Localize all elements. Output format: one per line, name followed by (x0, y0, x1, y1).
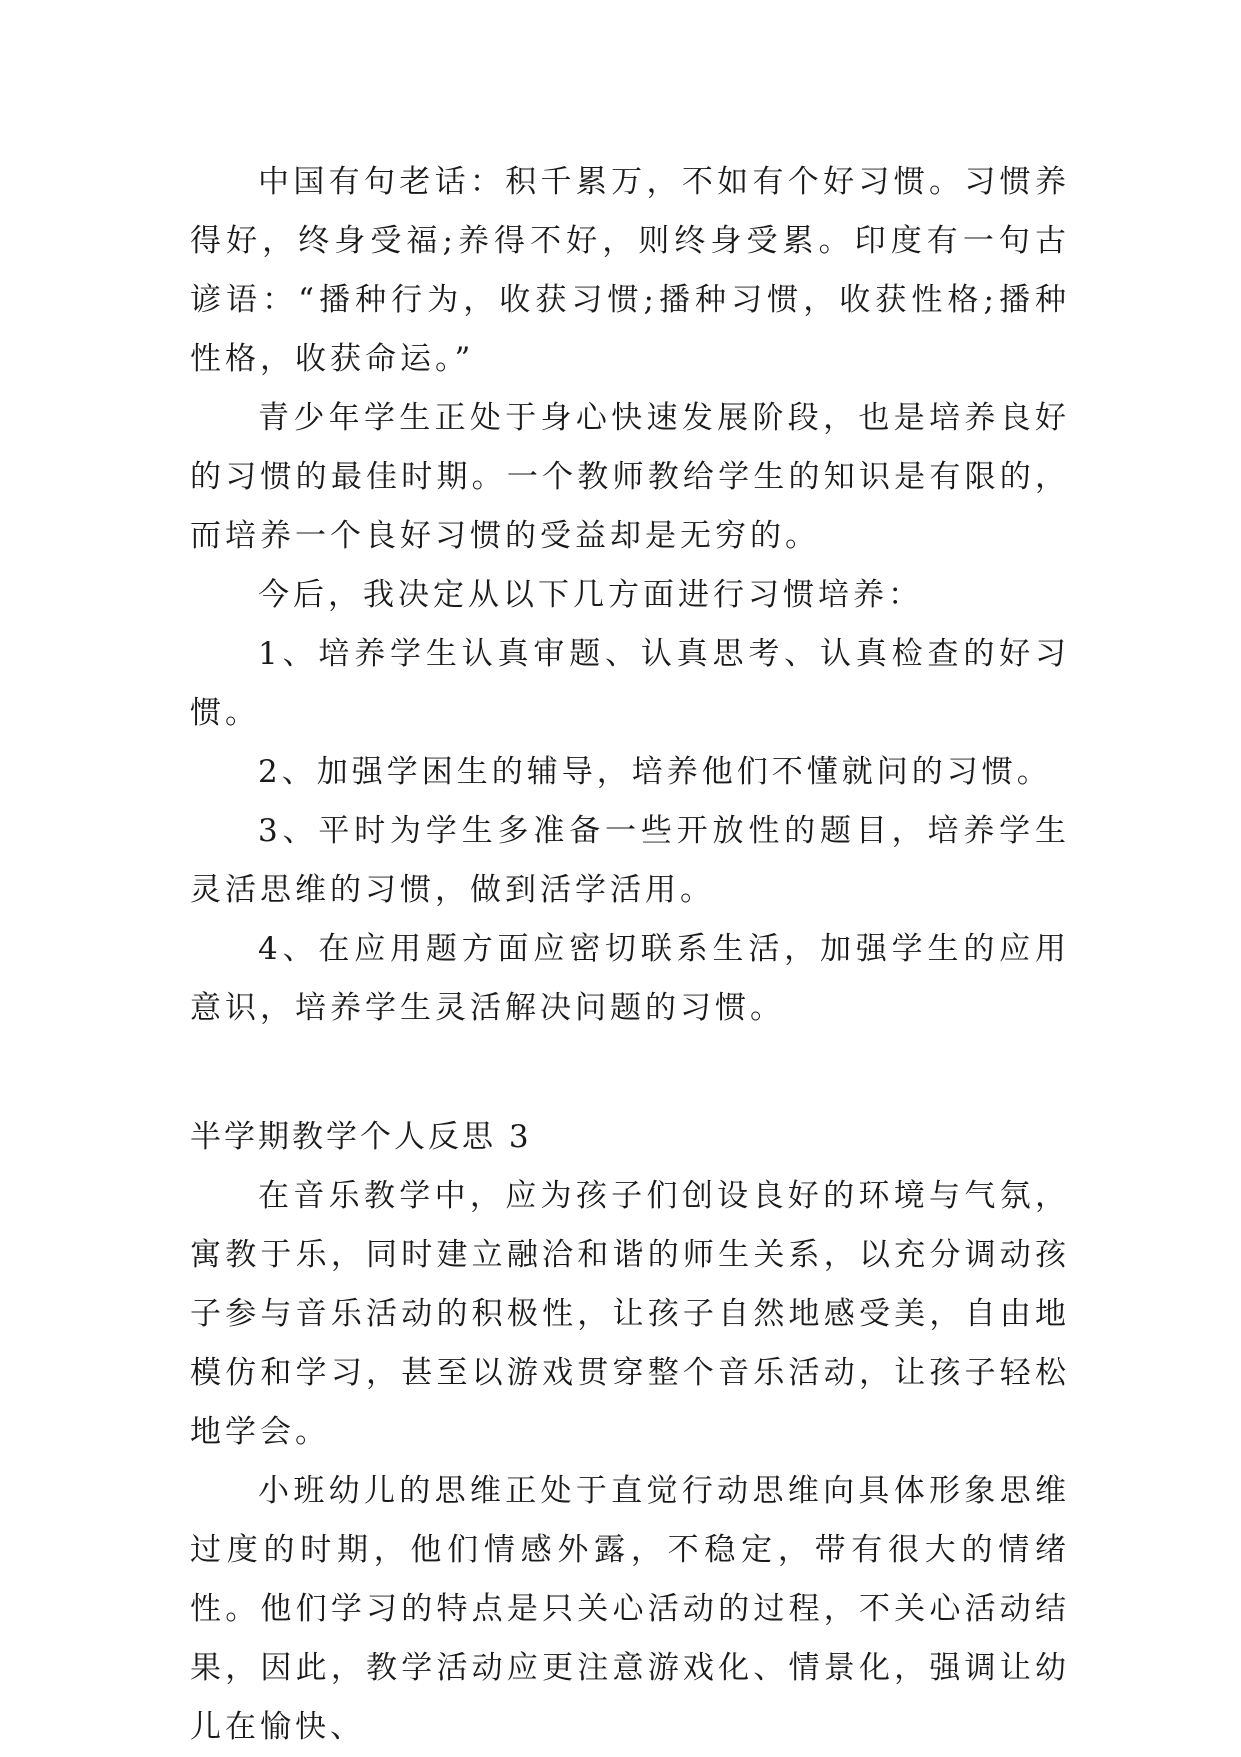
document-page (190, 153, 1070, 1757)
paragraph-plan-intro: 今后，我决定从以下几方面进行习惯培养： (258, 577, 923, 613)
section-title: 半学期教学个人反思 3 (190, 1119, 532, 1155)
paragraph-child-thinking: 小班幼儿的思维正处于直觉行动思维向具体形象思维过度的时期，他们情感外露，不稳定，带有很大的情绪性。他们学习的特点是只关心活动的过程，不关心活动结果，因此，教学活动应更注意游戏化、情景化，强调让幼儿在愉快、 (190, 1473, 1070, 1745)
paragraph-youth-habits: 青少年学生正处于身心快速发展阶段，也是培养良好的习惯的最佳时期。一个教师教给学生的知识是有限的，而培养一个良好习惯的受益却是无穷的。 (190, 400, 1070, 554)
list-item-4: 4、在应用题方面应密切联系生活，加强学生的应用意识，培养学生灵活解决问题的习惯。 (190, 931, 1070, 1026)
list-item-1: 1、培养学生认真审题、认真思考、认真检查的好习惯。 (190, 636, 1070, 731)
paragraph-music-teaching: 在音乐教学中，应为孩子们创设良好的环境与气氛，寓教于乐，同时建立融洽和谐的师生关系，以充分调动孩子参与音乐活动的积极性，让孩子自然地感受美，自由地模仿和学习，甚至以游戏贯穿整个音乐活动，让孩子轻松地学会。 (190, 1178, 1070, 1450)
paragraph-habit-proverb: 中国有句老话：积千累万，不如有个好习惯。习惯养得好，终身受福;养得不好，则终身受累。印度有一句古谚语：“播种行为，收获习惯;播种习惯，收获性格;播种性格，收获命运。” (190, 164, 1070, 377)
list-item-2: 2、加强学困生的辅导，培养他们不懂就问的习惯。 (258, 754, 1052, 790)
list-item-3: 3、平时为学生多准备一些开放性的题目，培养学生灵活思维的习惯，做到活学活用。 (190, 813, 1070, 908)
